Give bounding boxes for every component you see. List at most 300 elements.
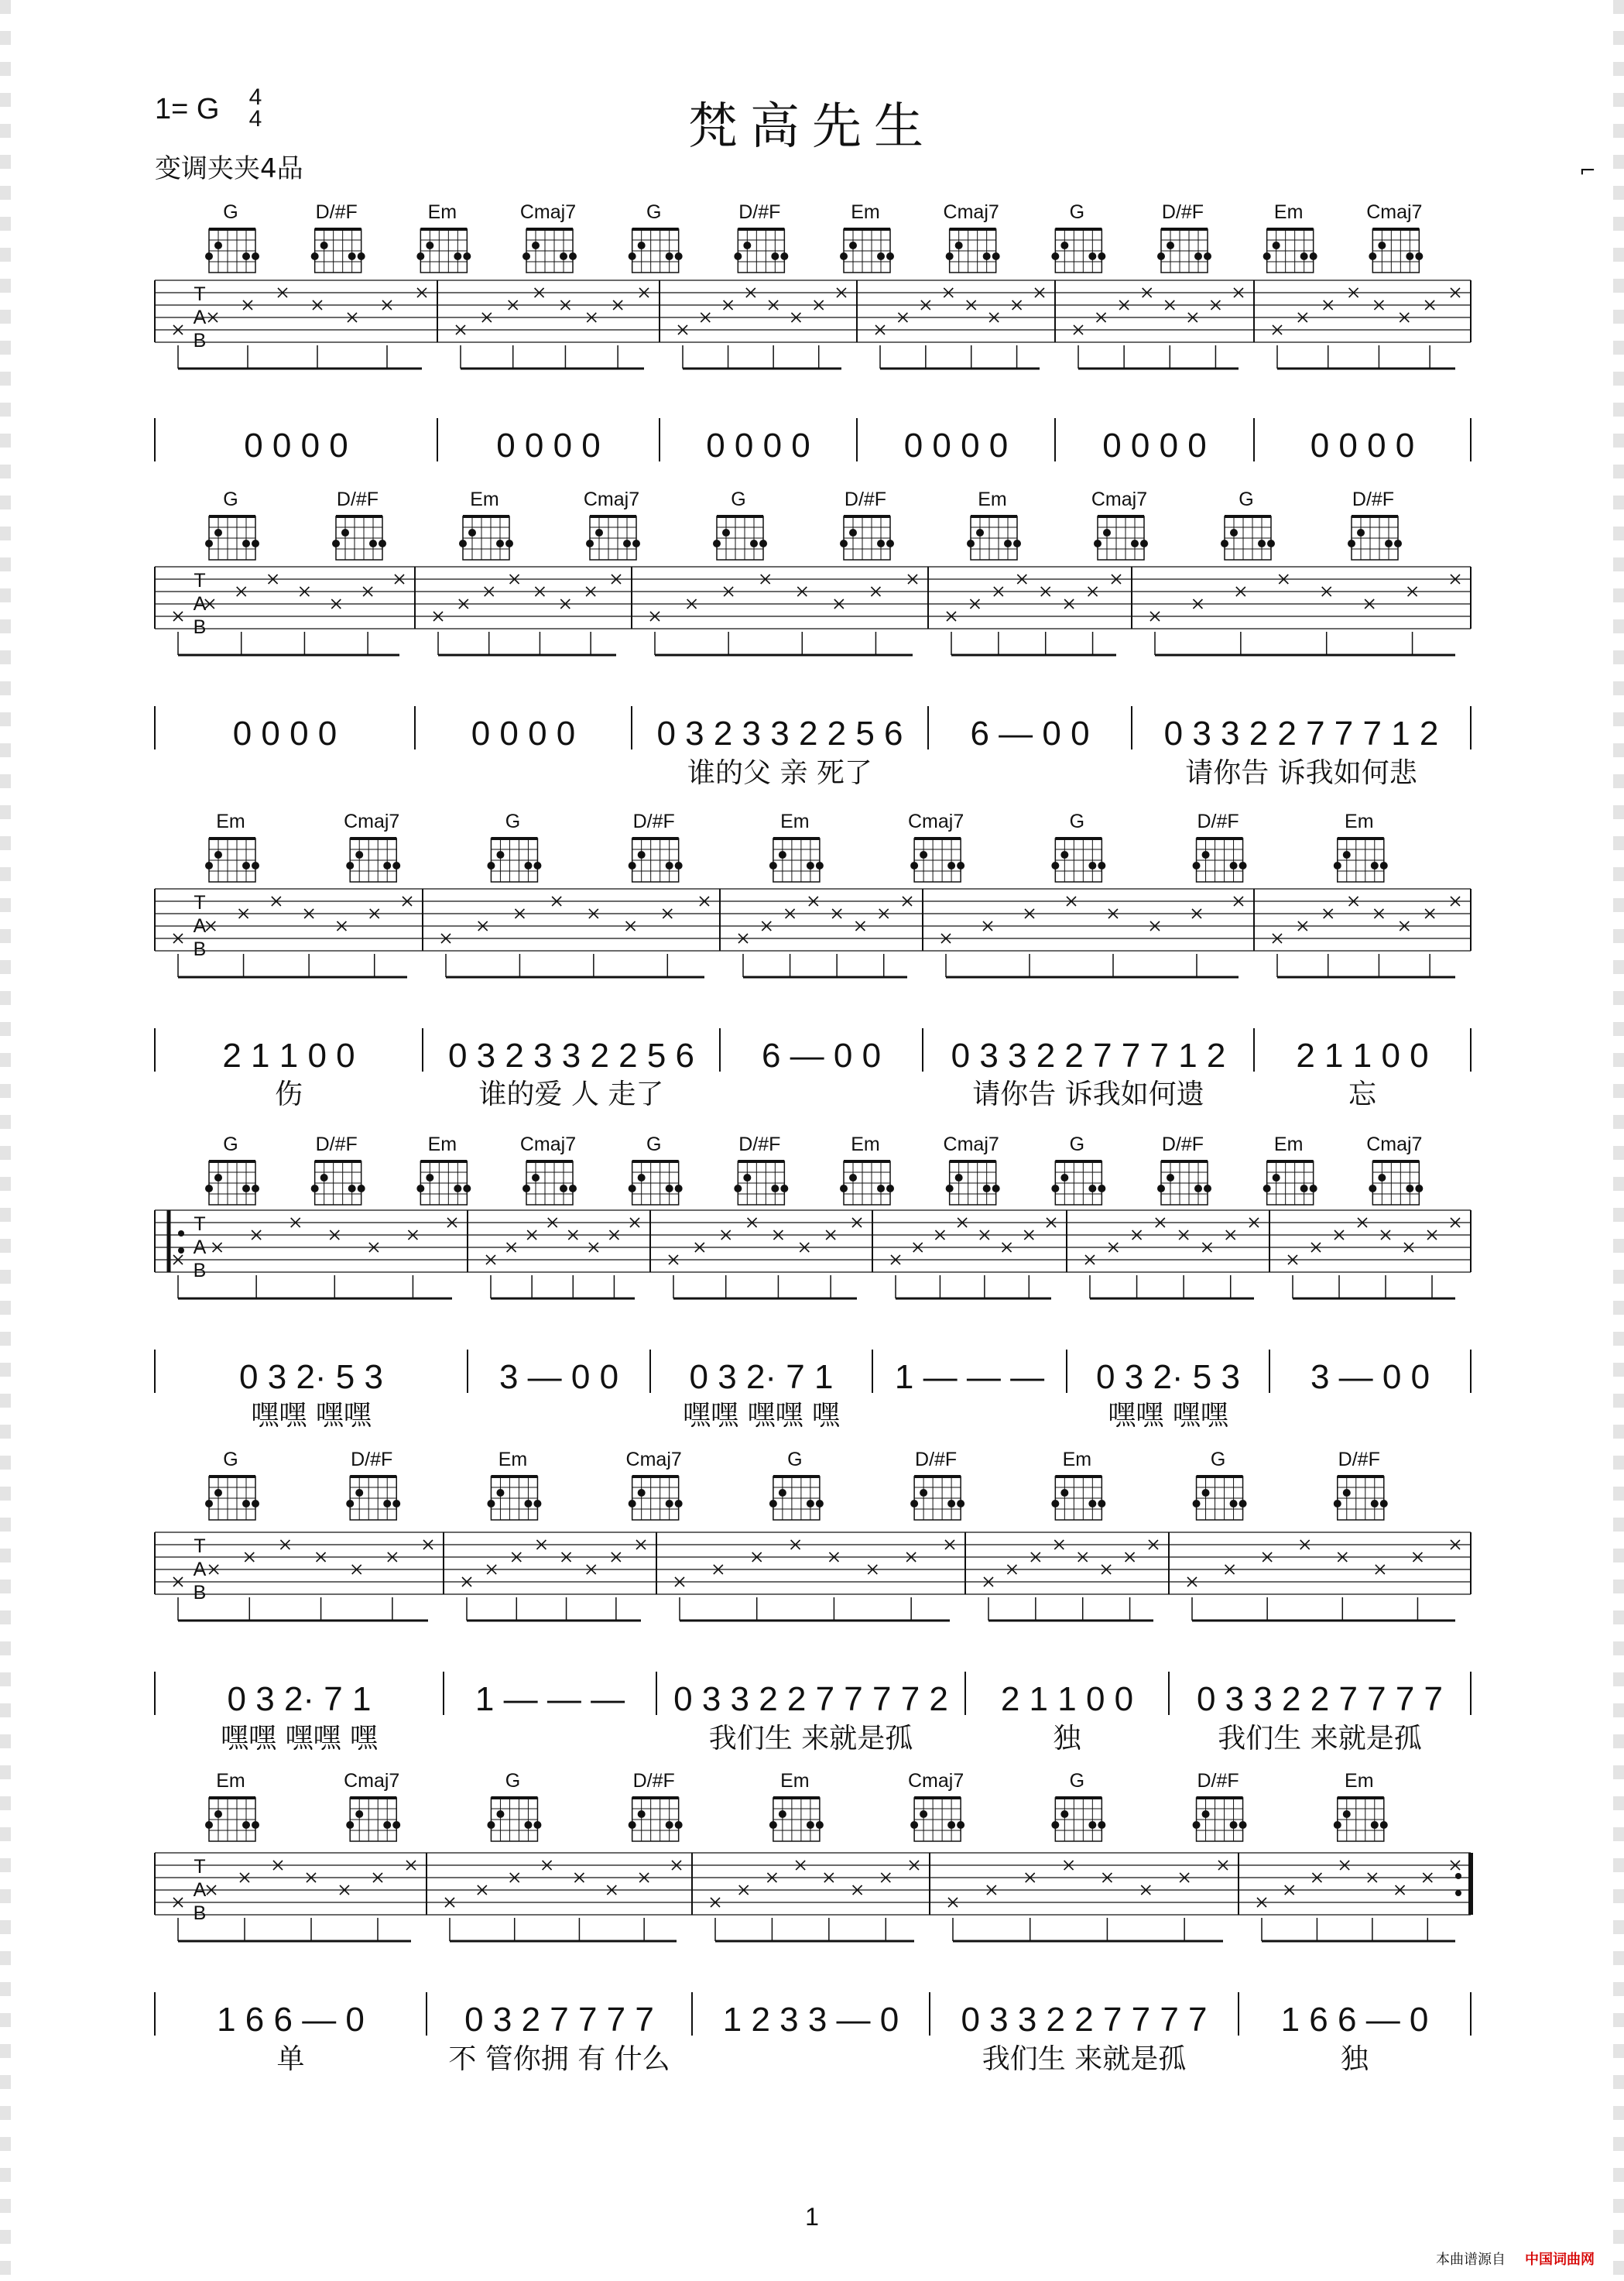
capo-instruction: 变调夹夹4品: [155, 153, 303, 184]
finger-dot: [722, 529, 730, 537]
finger-dot: [1202, 1810, 1210, 1818]
chord-name: G: [731, 489, 746, 510]
lyric-line: 伤: [274, 1079, 303, 1110]
tab-clef-letter: A: [193, 307, 207, 328]
finger-dot: [459, 540, 467, 547]
notation-measure: 0 0 0 0: [706, 427, 810, 465]
lyric-line: 嘿嘿 嘿嘿: [1108, 1400, 1228, 1432]
finger-dot: [675, 1500, 683, 1508]
finger-dot: [524, 862, 532, 870]
chord-name: D/#F: [915, 1449, 958, 1470]
finger-dot: [1394, 540, 1402, 547]
finger-dot: [840, 1185, 848, 1192]
chord-name: G: [223, 201, 238, 223]
chord-name: G: [505, 1770, 521, 1792]
repeat-dot: [178, 1247, 184, 1254]
finger-dot: [849, 242, 857, 249]
chord-name: Em: [851, 1134, 880, 1155]
finger-dot: [532, 242, 540, 249]
finger-dot: [780, 1185, 788, 1192]
finger-dot: [769, 862, 777, 870]
notation-measure: 3 — 0 0: [1310, 1358, 1430, 1396]
chord-name: D/#F: [315, 1134, 358, 1155]
chord-name: D/#F: [1338, 1449, 1380, 1470]
finger-dot: [355, 1489, 363, 1497]
finger-dot: [807, 862, 814, 870]
finger-dot: [955, 1174, 963, 1182]
chord-name: Cmaj7: [583, 489, 640, 510]
finger-dot: [1013, 540, 1021, 547]
finger-dot: [780, 252, 788, 260]
key-signature: 1= G: [155, 93, 220, 125]
notation-measure: 6 — 0 0: [970, 715, 1090, 753]
finger-dot: [496, 1489, 504, 1497]
tab-clef-letter: B: [193, 1582, 207, 1604]
finger-dot: [920, 1489, 927, 1497]
finger-dot: [1357, 529, 1365, 537]
chord-name: Cmaj7: [907, 1770, 964, 1792]
notation-measure: 0 3 2 3 3 2 2 5 6: [656, 715, 903, 753]
finger-dot: [629, 1500, 636, 1508]
chord-name: Em: [216, 811, 245, 832]
tab-clef-letter: A: [193, 915, 207, 937]
finger-dot: [816, 862, 824, 870]
finger-dot: [205, 862, 213, 870]
finger-dot: [522, 252, 530, 260]
finger-dot: [910, 862, 918, 870]
notation-measure: 0 3 3 2 2 7 7 7 7: [1196, 1680, 1444, 1718]
finger-dot: [1239, 862, 1247, 870]
finger-dot: [1088, 1500, 1096, 1508]
finger-dot: [1098, 1500, 1105, 1508]
finger-dot: [311, 252, 319, 260]
finger-dot: [214, 1174, 222, 1182]
finger-dot: [392, 1500, 400, 1508]
finger-dot: [779, 1489, 786, 1497]
finger-dot: [1310, 252, 1317, 260]
finger-dot: [1371, 1500, 1379, 1508]
finger-dot: [1348, 540, 1355, 547]
footer-site-label: 中国词曲网: [1525, 2252, 1595, 2268]
finger-dot: [734, 252, 742, 260]
finger-dot: [992, 1185, 1000, 1192]
footer-source-label: 本曲谱源自: [1436, 2252, 1506, 2268]
finger-dot: [976, 529, 984, 537]
lyric-line: 请你告 诉我如何悲: [1185, 757, 1417, 789]
finger-dot: [1140, 540, 1148, 547]
finger-dot: [595, 529, 603, 537]
finger-dot: [383, 862, 391, 870]
notation-measure: 0 3 3 2 2 7 7 7 1 2: [1163, 715, 1439, 753]
chord-name: G: [646, 1134, 662, 1155]
notation-measure: 0 0 0 0: [471, 715, 576, 753]
finger-dot: [638, 1489, 646, 1497]
finger-dot: [743, 242, 751, 249]
finger-dot: [533, 1500, 541, 1508]
chord-name: G: [223, 489, 238, 510]
finger-dot: [910, 1821, 918, 1829]
finger-dot: [638, 242, 646, 249]
chord-name: Cmaj7: [519, 1134, 577, 1155]
chord-name: G: [1069, 201, 1085, 223]
finger-dot: [1300, 252, 1308, 260]
finger-dot: [463, 1185, 471, 1192]
chord-name: G: [1210, 1449, 1226, 1470]
chord-name: D/#F: [1197, 1770, 1239, 1792]
tab-clef-letter: A: [193, 1559, 207, 1580]
chord-name: Em: [780, 811, 810, 832]
notation-measure: 0 3 2· 5 3: [239, 1358, 383, 1396]
chord-name: G: [223, 1134, 238, 1155]
chord-name: Em: [780, 1770, 810, 1792]
finger-dot: [1088, 252, 1096, 260]
finger-dot: [416, 252, 424, 260]
finger-dot: [910, 1500, 918, 1508]
finger-dot: [750, 540, 758, 547]
finger-dot: [1334, 862, 1341, 870]
finger-dot: [355, 851, 363, 859]
finger-dot: [713, 540, 721, 547]
finger-dot: [816, 1500, 824, 1508]
notation-measure: 0 0 0 0: [244, 427, 348, 465]
finger-dot: [1263, 1185, 1271, 1192]
finger-dot: [840, 252, 848, 260]
finger-dot: [487, 862, 495, 870]
notation-measure: 6 — 0 0: [761, 1037, 882, 1075]
finger-dot: [666, 1821, 673, 1829]
finger-dot: [675, 1185, 683, 1192]
finger-dot: [947, 862, 955, 870]
lyric-line: 我们生 来就是孤: [1218, 1723, 1422, 1754]
finger-dot: [1371, 1821, 1379, 1829]
notation-measure: 0 0 0 0: [1310, 427, 1415, 465]
finger-dot: [426, 1174, 433, 1182]
finger-dot: [1157, 252, 1165, 260]
finger-dot: [1167, 242, 1174, 249]
finger-dot: [496, 851, 504, 859]
finger-dot: [1380, 1500, 1388, 1508]
finger-dot: [779, 1810, 786, 1818]
notation-measure: 1 — — —: [475, 1680, 625, 1718]
notation-measure: 3 — 0 0: [499, 1358, 619, 1396]
chord-name: D/#F: [632, 1770, 675, 1792]
finger-dot: [205, 1821, 213, 1829]
tab-clef-letter: T: [194, 1213, 206, 1235]
chord-name: Cmaj7: [943, 1134, 999, 1155]
finger-dot: [920, 851, 927, 859]
finger-dot: [1385, 540, 1393, 547]
lyric-line: 我们生 来就是孤: [982, 2043, 1187, 2075]
finger-dot: [886, 540, 894, 547]
lyric-line: 不 管你拥 有 什么: [448, 2043, 670, 2075]
lyric-line: 忘: [1348, 1079, 1377, 1110]
tab-clef-letter: B: [193, 938, 207, 960]
finger-dot: [1194, 252, 1202, 260]
chord-name: D/#F: [315, 201, 358, 223]
finger-dot: [1415, 1185, 1423, 1192]
finger-dot: [1051, 252, 1059, 260]
tab-clef-letter: T: [194, 892, 206, 914]
finger-dot: [416, 1185, 424, 1192]
finger-dot: [505, 540, 513, 547]
chord-name: Em: [1062, 1449, 1092, 1470]
finger-dot: [383, 1821, 391, 1829]
tab-clef-letter: B: [193, 1902, 207, 1924]
finger-dot: [214, 1489, 222, 1497]
finger-dot: [1193, 862, 1201, 870]
tab-clef-letter: B: [193, 330, 207, 352]
finger-dot: [632, 540, 640, 547]
finger-dot: [849, 529, 857, 537]
finger-dot: [496, 1810, 504, 1818]
tab-clef-letter: A: [193, 1237, 207, 1258]
finger-dot: [1193, 1500, 1201, 1508]
finger-dot: [1239, 1500, 1247, 1508]
finger-dot: [369, 540, 377, 547]
finger-dot: [346, 862, 354, 870]
finger-dot: [983, 1185, 991, 1192]
finger-dot: [886, 252, 894, 260]
lyric-line: 独: [1340, 2043, 1369, 2075]
finger-dot: [252, 540, 259, 547]
lyric-line: 嘿嘿 嘿嘿 嘿: [221, 1723, 378, 1754]
finger-dot: [1051, 1185, 1059, 1192]
finger-dot: [214, 851, 222, 859]
repeat-dot: [178, 1230, 184, 1237]
finger-dot: [242, 1500, 250, 1508]
finger-dot: [348, 1185, 356, 1192]
chord-name: D/#F: [1197, 811, 1239, 832]
notation-measure: 0 3 3 2 2 7 7 7 7: [961, 2001, 1208, 2039]
notation-measure: 0 3 2· 5 3: [1096, 1358, 1240, 1396]
finger-dot: [1204, 252, 1211, 260]
chord-name: D/#F: [351, 1449, 393, 1470]
finger-dot: [666, 252, 673, 260]
finger-dot: [957, 862, 964, 870]
finger-dot: [1273, 1174, 1280, 1182]
finger-dot: [355, 1810, 363, 1818]
notation-measure: 2 1 1 0 0: [1000, 1680, 1134, 1718]
finger-dot: [332, 540, 340, 547]
finger-dot: [358, 1185, 365, 1192]
chord-name: G: [787, 1449, 803, 1470]
finger-dot: [769, 1500, 777, 1508]
finger-dot: [1202, 1489, 1210, 1497]
chord-name: Em: [427, 1134, 457, 1155]
lyric-line: 请你告 诉我如何遗: [972, 1079, 1204, 1110]
notation-measure: 0 3 2 7 7 7 7: [464, 2001, 654, 2039]
chord-name: G: [1069, 811, 1085, 832]
notation-measure: 0 3 2 3 3 2 2 5 6: [447, 1037, 695, 1075]
notation-measure: 0 0 0 0: [232, 715, 337, 753]
finger-dot: [1369, 252, 1376, 260]
finger-dot: [496, 540, 504, 547]
finger-dot: [242, 1821, 250, 1829]
finger-dot: [320, 1174, 328, 1182]
chord-name: Cmaj7: [907, 811, 964, 832]
finger-dot: [769, 1821, 777, 1829]
finger-dot: [242, 540, 250, 547]
tab-clef-letter: T: [194, 283, 206, 305]
tab-clef-letter: T: [194, 570, 206, 592]
chord-name: G: [1239, 489, 1254, 510]
chord-name: G: [1069, 1770, 1085, 1792]
chord-name: D/#F: [738, 201, 781, 223]
finger-dot: [242, 862, 250, 870]
finger-dot: [524, 1821, 532, 1829]
finger-dot: [252, 862, 259, 870]
finger-dot: [1088, 862, 1096, 870]
finger-dot: [205, 540, 213, 547]
finger-dot: [1406, 252, 1413, 260]
finger-dot: [1204, 1185, 1211, 1192]
finger-dot: [1263, 252, 1271, 260]
finger-dot: [1380, 1821, 1388, 1829]
finger-dot: [533, 862, 541, 870]
chord-name: D/#F: [336, 489, 379, 510]
finger-dot: [666, 1500, 673, 1508]
finger-dot: [666, 862, 673, 870]
notation-measure: 0 3 2· 7 1: [689, 1358, 834, 1396]
chord-name: G: [1069, 1134, 1085, 1155]
finger-dot: [454, 252, 461, 260]
finger-dot: [1103, 529, 1111, 537]
finger-dot: [569, 1185, 577, 1192]
finger-dot: [638, 1174, 646, 1182]
finger-dot: [379, 540, 386, 547]
repeat-dot: [1455, 1873, 1461, 1879]
finger-dot: [675, 252, 683, 260]
finger-dot: [1310, 1185, 1317, 1192]
finger-dot: [629, 252, 636, 260]
finger-dot: [992, 252, 1000, 260]
finger-dot: [1157, 1185, 1165, 1192]
finger-dot: [1098, 1185, 1105, 1192]
finger-dot: [252, 1500, 259, 1508]
notation-measure: 2 1 1 0 0: [1296, 1037, 1429, 1075]
finger-dot: [1415, 252, 1423, 260]
chord-name: D/#F: [738, 1134, 781, 1155]
finger-dot: [1239, 1821, 1247, 1829]
finger-dot: [522, 1185, 530, 1192]
finger-dot: [807, 1500, 814, 1508]
finger-dot: [957, 1821, 964, 1829]
finger-dot: [1060, 1489, 1068, 1497]
finger-dot: [383, 1500, 391, 1508]
finger-dot: [946, 1185, 954, 1192]
finger-dot: [1230, 529, 1238, 537]
finger-dot: [341, 529, 349, 537]
finger-dot: [1004, 540, 1012, 547]
lyric-line: 嘿嘿 嘿嘿 嘿: [683, 1400, 840, 1432]
chord-name: G: [223, 1449, 238, 1470]
finger-dot: [311, 1185, 319, 1192]
finger-dot: [1230, 862, 1238, 870]
chord-name: Em: [978, 489, 1007, 510]
finger-dot: [1334, 1500, 1341, 1508]
tab-clef-letter: T: [194, 1535, 206, 1557]
chord-name: Em: [427, 201, 457, 223]
finger-dot: [487, 1821, 495, 1829]
finger-dot: [1343, 851, 1351, 859]
finger-dot: [638, 851, 646, 859]
chord-name: Cmaj7: [625, 1449, 682, 1470]
chord-name: Cmaj7: [943, 201, 999, 223]
finger-dot: [947, 1821, 955, 1829]
finger-dot: [1221, 540, 1228, 547]
finger-dot: [877, 252, 885, 260]
finger-dot: [1088, 1821, 1096, 1829]
tab-clef-letter: A: [193, 593, 207, 615]
finger-dot: [1194, 1185, 1202, 1192]
finger-dot: [1258, 540, 1266, 547]
notation-measure: 1 — — —: [894, 1358, 1045, 1396]
finger-dot: [214, 1810, 222, 1818]
finger-dot: [560, 252, 567, 260]
notation-measure: 0 0 0 0: [1102, 427, 1207, 465]
time-signature-top: 4: [248, 84, 262, 110]
finger-dot: [1334, 1821, 1341, 1829]
lyric-line: 谁的爱 人 走了: [478, 1079, 664, 1110]
finger-dot: [1060, 851, 1068, 859]
finger-dot: [392, 1821, 400, 1829]
chord-name: Cmaj7: [344, 1770, 400, 1792]
finger-dot: [242, 252, 250, 260]
notation-measure: 1 6 6 — 0: [217, 2001, 365, 2039]
finger-dot: [533, 1821, 541, 1829]
tab-clef-letter: B: [193, 616, 207, 638]
notation-measure: 0 3 3 2 2 7 7 7 7 2: [673, 1680, 948, 1718]
finger-dot: [743, 1174, 751, 1182]
finger-dot: [955, 242, 963, 249]
chord-name: D/#F: [1161, 201, 1204, 223]
finger-dot: [947, 1500, 955, 1508]
lyric-line: 谁的父 亲 死了: [687, 757, 872, 789]
lyric-line: 独: [1053, 1723, 1081, 1754]
finger-dot: [849, 1174, 857, 1182]
finger-dot: [524, 1500, 532, 1508]
chord-name: Cmaj7: [1366, 201, 1423, 223]
finger-dot: [629, 862, 636, 870]
lyric-line: 单: [276, 2043, 305, 2075]
tab-clef-letter: B: [193, 1260, 207, 1281]
chord-name: Em: [851, 201, 880, 223]
finger-dot: [1051, 862, 1059, 870]
finger-dot: [320, 242, 328, 249]
finger-dot: [816, 1821, 824, 1829]
finger-dot: [1098, 1821, 1105, 1829]
finger-dot: [346, 1821, 354, 1829]
finger-dot: [877, 1185, 885, 1192]
finger-dot: [957, 1500, 964, 1508]
finger-dot: [205, 1185, 213, 1192]
chord-name: Cmaj7: [344, 811, 400, 832]
finger-dot: [629, 1821, 636, 1829]
finger-dot: [666, 1185, 673, 1192]
tab-clef-letter: T: [194, 1856, 206, 1878]
chord-name: D/#F: [632, 811, 675, 832]
finger-dot: [532, 1174, 540, 1182]
finger-dot: [586, 540, 594, 547]
finger-dot: [346, 1500, 354, 1508]
chord-name: D/#F: [1352, 489, 1395, 510]
notation-measure: 0 0 0 0: [903, 427, 1009, 465]
finger-dot: [638, 1810, 646, 1818]
finger-dot: [487, 1500, 495, 1508]
finger-dot: [392, 862, 400, 870]
finger-dot: [1098, 862, 1105, 870]
finger-dot: [205, 252, 213, 260]
